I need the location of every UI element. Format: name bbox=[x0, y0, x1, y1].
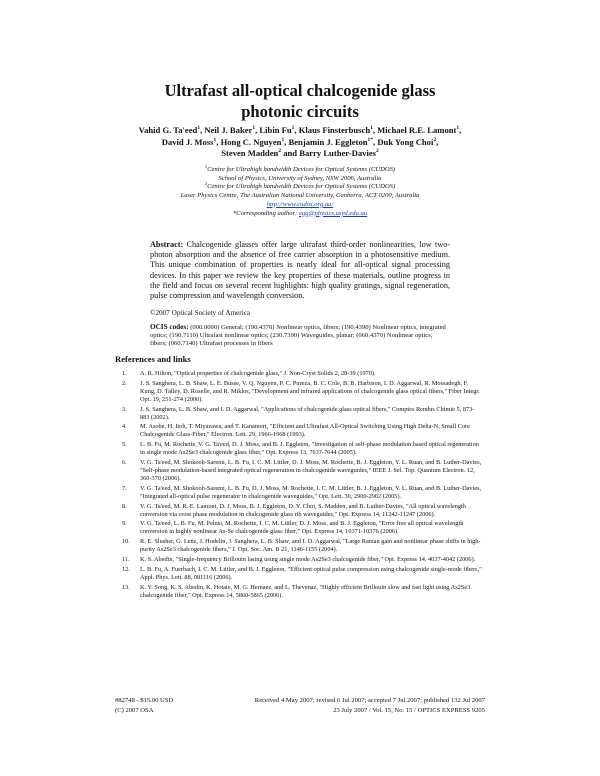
footer-dates: Received 4 May 2007; revised 6 Jul 2007; accepted 7 Jul 2007; published 132 Jul 2007 bbox=[254, 697, 485, 704]
email-link[interactable]: egg@physics.usyd.edu.au bbox=[298, 209, 368, 217]
references-heading: References and links bbox=[115, 354, 191, 364]
reference-text: L. B. Fu, A. Fuerbach, I. C. M. Littler, and B. J. Eggleton, "Efficient optical pulse compression using chalcogenide single-mode fibers," Appl. Phys. Lett. 88, 081116 (2006). bbox=[140, 565, 482, 581]
abstract-label: Abstract: bbox=[150, 240, 184, 249]
author-affil-sup: 2 bbox=[376, 148, 379, 155]
reference-text: J. S. Sanghera, L. B. Shaw, L. E. Busse, V. Q. Nguyen, P. C. Pureza, B. C. Cole, B. B. Harbison, I. D. Aggarwal, R. Mossadegh, F. Kung, D. Talley, D. Roselle, and R. Miklos, "Development and infrared applications of chalcogenide glass optical fibers," Fiber Integr. Opt. 19, 251-274 (2000). bbox=[140, 379, 480, 403]
reference-item bbox=[122, 406, 482, 422]
reference-number: 4. bbox=[122, 423, 127, 431]
author-name: Benjamin J. Eggleton bbox=[288, 136, 368, 147]
reference-number: 5. bbox=[122, 441, 127, 449]
footer-price: #82748 - $15.00 USD bbox=[115, 697, 174, 704]
reference-number: 8. bbox=[122, 502, 127, 510]
reference-item bbox=[122, 423, 482, 439]
title-line-2: photonic circuits bbox=[241, 102, 359, 121]
reference-text: K. S. Abedin, "Single-frequency Brillouin lasing using single mode As2Se3 chalcogenide fiber," Opt. Express 14, 4037-4042 (2006). bbox=[140, 556, 476, 564]
reference-item bbox=[122, 566, 482, 582]
reference-number: 11. bbox=[122, 556, 130, 564]
author-name: Steven Madden bbox=[221, 148, 279, 159]
reference-item bbox=[122, 520, 482, 536]
reference-number: 9. bbox=[122, 520, 127, 528]
author-affil-sup: 1* bbox=[367, 136, 374, 143]
footer-copyright: (C) 2007 OSA bbox=[115, 707, 154, 714]
reference-number: 7. bbox=[122, 484, 127, 492]
reference-text: M. Asobe, H. Itoh, T. Miyazawa, and T. Kanamori, "Efficient and Ultrafast All-Optical Switching Using High Delta-N, Small Core Chalcogenide Glass-Fiber," Electron. Lett. 29, 1966-1968 (1993). bbox=[140, 423, 470, 439]
affiliation-sup: 1 bbox=[204, 163, 208, 169]
abstract bbox=[150, 240, 450, 301]
website-link[interactable]: http://www.cudos.org.au/ bbox=[266, 200, 334, 208]
footer-left bbox=[115, 696, 173, 716]
affiliation-1-line-1: Centre for Ultrahigh bandwidth Devices for Optical Systems (CUDOS) bbox=[207, 166, 396, 173]
reference-number: 1. bbox=[122, 370, 127, 377]
corresponding-author-label: *Corresponding author: bbox=[232, 209, 299, 217]
author-affil-sup: 2 bbox=[433, 136, 437, 143]
author-name: Neil J. Baker bbox=[204, 125, 253, 135]
author-affil-sup: 2 bbox=[278, 148, 282, 155]
reference-text: L. B. Fu, M. Rochette, V. G. Ta'eed, D. J. Moss, and B. J. Eggleton, "Investigation of self-phase modulation based optical regeneration in single mode As2Se3 chalcogenide glass fiber," Opt. Express 13, 7637-7644 (2005). bbox=[140, 441, 479, 457]
footer-right bbox=[200, 696, 485, 716]
reference-item bbox=[122, 556, 482, 564]
reference-number: 13. bbox=[122, 583, 130, 591]
author-affil-sup: 1 bbox=[370, 125, 373, 132]
affiliation-1-line-2: School of Physics, University of Sydney, NSW 2006, Australia bbox=[218, 174, 382, 182]
reference-list bbox=[122, 370, 482, 602]
ocis-text: (000.0000) General; (190.4370) Nonlinear optics, fibers; (190.4390) Nonlinear optics, integrated optics; (190.7110) Ultrafast nonlinear optics; (230.7390) Waveguides, planar; (060.4370) Nonlinear optics, fibers; (060.7140) Ultrafast processes in fibers bbox=[150, 324, 446, 348]
reference-text: J. S. Sanghera, L. B. Shaw, and I. D. Aggarwal, "Applications of chalcogenide glass optical fibers," Comptes Rendus Chimie 5, 873-883 (2002). bbox=[140, 405, 475, 421]
affiliation-2-line-1: Centre for Ultrahigh bandwidth Devices for Optical Systems (CUDOS) bbox=[207, 183, 396, 191]
reference-text: A. R. Hilton, "Optical properties of chalcogenide glass," J. Non-Cryst Solids 2, 28-39 (1970). bbox=[140, 370, 376, 377]
reference-text: V. G. Ta'eed, L. B. Fu, M. Pelusi, M. Rochette, I. C. M. Littler, D. J. Moss, and B. J. Eggleton, "Error free all optical wavelength conversion in highly nonlinear As-Se chalcogenide glass fiber," Opt. Express 14, 10371-10376 (2006). bbox=[140, 520, 464, 536]
author-name: David J. Moss bbox=[161, 136, 214, 147]
reference-text: V. G. Ta'eed, M. Shokooh-Saremi, L. B. Fu, D. J. Moss, M. Rochette, I. C. M. Littler, B. J. Eggleton, Y. L. Ruan, and B. Luther-Davies, "Integrated all-optical pulse regenerator in chalcogenide waveguides," Opt. Lett. 30, 2900-2902 (2005). bbox=[140, 484, 482, 500]
ocis-codes bbox=[150, 323, 450, 349]
reference-item bbox=[122, 380, 482, 404]
reference-item bbox=[122, 584, 482, 600]
author-affil-sup: 1 bbox=[213, 136, 217, 143]
author-affil-sup: 1 bbox=[197, 125, 201, 132]
author-name: Hong C. Nguyen bbox=[220, 136, 282, 147]
author-affil-sup: 1 bbox=[291, 125, 295, 132]
reference-text: V. G. Ta'eed, M. R. E. Lamont, D. J. Moss, B. J. Eggleton, D. Y. Choi, S. Madden, and B. Luther-Davies, "All optical wavelength conversion via cross phase modulation in chalcogenide glass rib waveguides," Opt. Express 14, 11242-11247 (2006). bbox=[140, 502, 466, 518]
reference-item bbox=[122, 485, 482, 501]
author-name: Libin Fu bbox=[259, 125, 292, 135]
reference-text: V. G. Ta'eed, M. Shokooh-Saremi, L. B. Fu, I. C. M. Littler, D. J. Moss, M. Rochette, B. J. Eggleton, Y. L. Ruan, and B. Luther-Davies, "Self-phase modulation-based integrated optical regeneration in chalcogenide waveguides," IEEE J. Sel. Top. Quantum Electron. 12, 360-370 (2006). bbox=[140, 459, 482, 482]
reference-number: 3. bbox=[122, 405, 127, 413]
author-name: Duk Yong Choi bbox=[377, 136, 434, 147]
reference-item bbox=[122, 370, 482, 378]
reference-text: K. Y. Song, K. S. Abedin, K. Hotate, M. G. Hernaez, and L. Thevenaz, "Highly efficient Brillouin slow and fast light using As2Se3 chalcogenide fiber," Opt. Express 14, 5860-5865 (2006). bbox=[140, 583, 471, 599]
author-affil-sup: 1 bbox=[456, 125, 460, 132]
reference-item bbox=[122, 538, 482, 554]
reference-item bbox=[122, 503, 482, 519]
abstract-text: Chalcogenide glasses offer large ultrafast third-order nonlinearities, low two-photon absorption and the absence of free carrier absorption in a photosensitive medium. This unique combination of properties is nearly ideal for all-optical signal processing devices. In this paper we review the key properties of these materials, outline progress in the field and focus on several recent highlights: high quality gratings, signal regeneration, pulse compression and wavelength conversion. bbox=[150, 240, 451, 301]
affiliation-2-line-2: Laser Physics Centre, The Australian National University, Canberra, ACT 0200, Australia bbox=[180, 192, 420, 200]
author-affil-sup: 1 bbox=[281, 136, 285, 143]
affiliations bbox=[130, 163, 470, 218]
affiliation-2 bbox=[130, 183, 470, 192]
copyright-notice: ©2007 Optical Society of America bbox=[150, 309, 251, 317]
author-name: Vahid G. Ta'eed bbox=[138, 125, 198, 135]
affiliation-1 bbox=[130, 163, 470, 175]
author-name: Michael R.E. Lamont bbox=[377, 125, 457, 135]
title-line-1: Ultrafast all-optical chalcogenide glass bbox=[164, 81, 436, 100]
footer-citation: 23 July 2007 / Vol. 15, No. 15 / OPTICS EXPRESS 9205 bbox=[333, 707, 485, 714]
affiliation-sup: 2 bbox=[204, 181, 208, 187]
reference-number: 2. bbox=[122, 379, 127, 387]
reference-text: R. E. Slusher, G. Lenz, J. Hodelin, J. Sanghera, L. B. Shaw, and I. D. Aggarwal, "Large Raman gain and nonlinear phase shifts in high-purity As2Se3 chalcogenide fibers," J. Opt. Soc. Am. B 21, 1146-1155 (2004). bbox=[140, 538, 481, 554]
paper-title bbox=[100, 80, 500, 122]
author-name: Klaus Finsterbusch bbox=[298, 125, 371, 135]
reference-item bbox=[122, 459, 482, 483]
author-name: Barry Luther-Davies bbox=[299, 148, 376, 159]
ocis-label: OCIS codes: bbox=[150, 323, 189, 331]
reference-number: 12. bbox=[122, 565, 130, 573]
reference-number: 10. bbox=[122, 538, 130, 546]
reference-item bbox=[122, 441, 482, 457]
author-affil-sup: 1 bbox=[252, 125, 256, 132]
reference-number: 6. bbox=[122, 459, 127, 467]
author-list: Vahid G. Ta'eed$^1$, Neil J. Baker$^1$, Libin Fu$^1$, Klaus Finsterbusch$^1$, Michael R.E. Lamont$^1$, David J. Moss$^1$, Hong C. Nguyen$^1$, Benjamin J. Eggleton$^{1*}$, Duk Yong Choi$^2$, Steven Madden$^2$ and Barry Luther-Davies$^2$ bbox=[138, 125, 462, 159]
author-and: and bbox=[283, 148, 298, 159]
corresponding-author bbox=[130, 210, 470, 219]
